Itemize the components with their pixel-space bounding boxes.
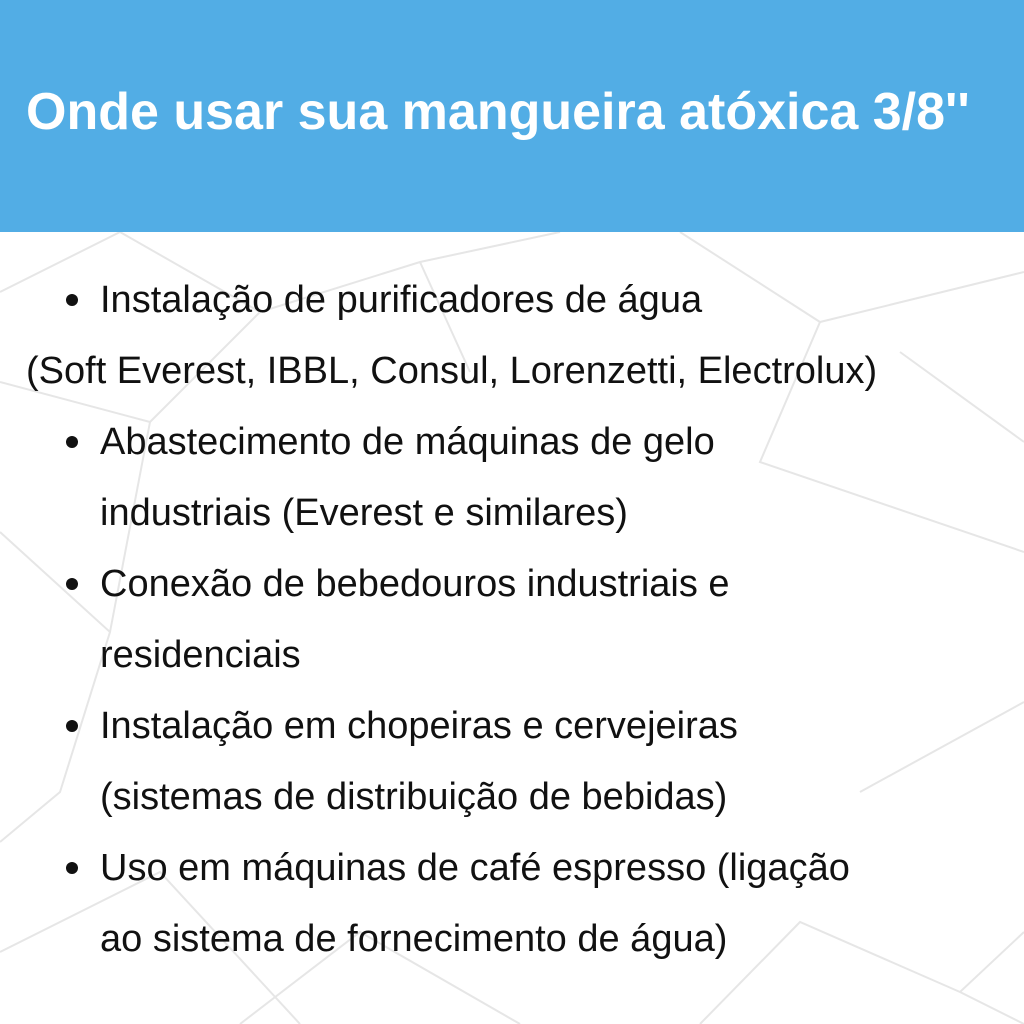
bullet-icon	[66, 578, 78, 590]
bullet-icon	[66, 862, 78, 874]
bullet-icon	[66, 720, 78, 732]
list-item-text-continued: ao sistema de fornecimento de água)	[100, 918, 728, 960]
list-item-text: Instalação de purificadores de água	[100, 279, 703, 321]
page-title: Onde usar sua mangueira atóxica 3/8''	[26, 83, 970, 141]
list-item-text: Conexão de bebedouros industriais e	[100, 563, 730, 605]
bullet-icon	[66, 294, 78, 306]
list-item-text: Uso em máquinas de café espresso (ligação	[100, 847, 850, 889]
bullet-icon	[66, 436, 78, 448]
brand-note: (Soft Everest, IBBL, Consul, Lorenzetti, Electrolux)	[26, 350, 878, 392]
list-item-text: Instalação em chopeiras e cervejeiras	[100, 705, 738, 747]
list-item-text-continued: residenciais	[100, 634, 301, 676]
list-item-text-continued: industriais (Everest e similares)	[100, 492, 628, 534]
header-banner	[0, 0, 1024, 232]
list-item-text: Abastecimento de máquinas de gelo	[100, 421, 715, 463]
list-item-text-continued: (sistemas de distribuição de bebidas)	[100, 776, 728, 818]
